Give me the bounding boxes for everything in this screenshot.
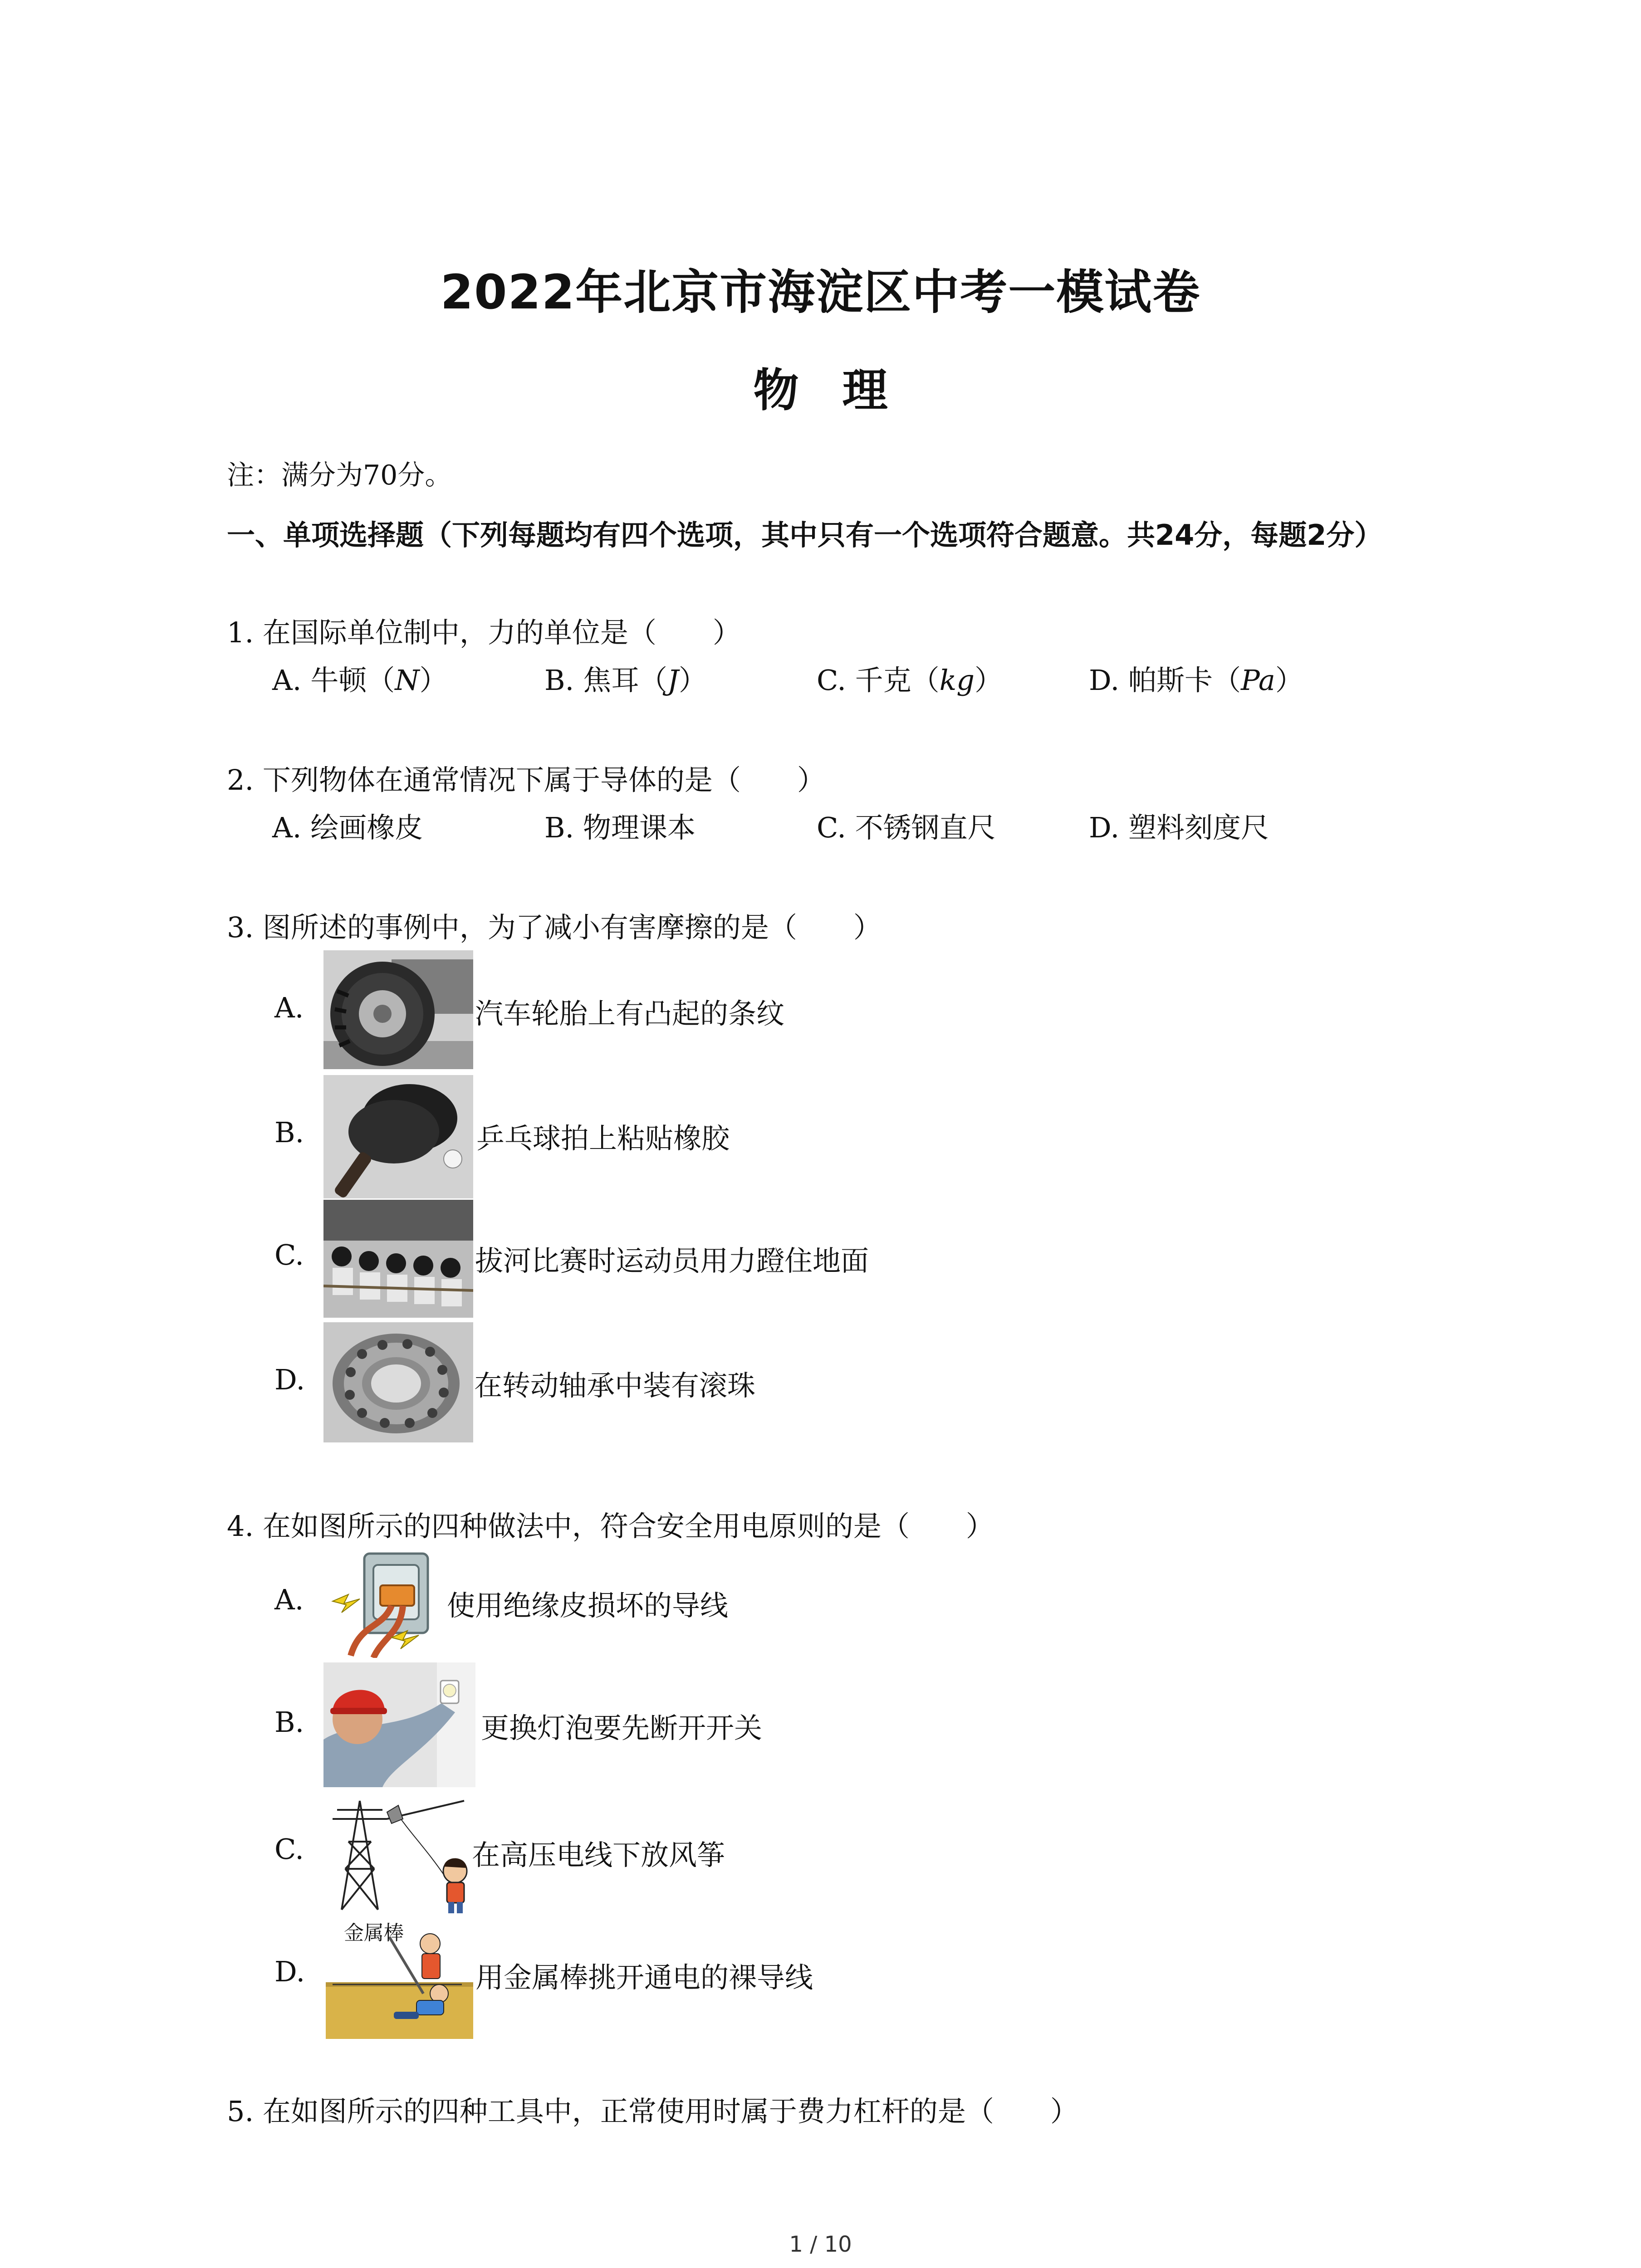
option-text: 牛顿（ [310, 664, 395, 697]
question-2-stem: 2. 下列物体在通常情况下属于导体的是（ ） [227, 763, 825, 797]
option-text: 帕斯卡（ [1128, 664, 1241, 697]
option-close: ） [1275, 664, 1303, 697]
score-note: 注：满分为70分。 [227, 459, 452, 491]
option-letter: C. [817, 664, 846, 697]
q4-option-d-text: 用金属棒挑开通电的裸导线 [475, 1961, 813, 1994]
option-text: 绘画橡皮 [310, 811, 423, 844]
q1-option-c [817, 658, 1003, 698]
option-letter: B. [544, 811, 574, 844]
option-close: ） [678, 664, 707, 697]
option-close: ） [974, 664, 1003, 697]
q1-option-a [272, 658, 447, 698]
q3-option-d-letter: D. [274, 1363, 305, 1396]
damaged-wire-image [323, 1547, 437, 1658]
option-letter: B. [544, 664, 574, 697]
q4-option-c-text: 在高压电线下放风筝 [472, 1838, 725, 1872]
metal-rod-image [326, 1916, 473, 2039]
bearing-image [323, 1322, 473, 1442]
question-3-stem: 3. 图所述的事例中，为了减小有害摩擦的是（ ） [227, 911, 882, 944]
q3-option-b-letter: B. [274, 1116, 304, 1149]
q2-option-c [817, 805, 996, 846]
option-text: 焦耳（ [583, 664, 668, 697]
tug-of-war-icon [323, 1200, 473, 1318]
option-text: 不锈钢直尺 [855, 811, 996, 844]
q4-option-b-text: 更换灯泡要先断开开关 [481, 1711, 763, 1745]
q2-option-a [272, 805, 423, 846]
option-text: 物理课本 [583, 811, 696, 844]
option-letter: D. [1089, 811, 1120, 844]
question-1-stem: 1. 在国际单位制中，力的单位是（ ） [227, 616, 741, 649]
ping-pong-paddle-icon [323, 1075, 473, 1198]
q4-option-d-letter: D. [274, 1955, 305, 1988]
q2-option-b [544, 805, 696, 846]
page-number: 1 / 10 [789, 2232, 852, 2257]
subject-title: 物理 [753, 364, 931, 417]
question-4-stem: 4. 在如图所示的四种做法中，符合安全用电原则的是（ ） [227, 1510, 994, 1543]
exam-title: 2022年北京市海淀区中考一模试卷 [440, 264, 1201, 320]
q3-option-b-text: 乒乓球拍上粘贴橡胶 [476, 1122, 730, 1155]
q4-option-a-text: 使用绝缘皮损坏的导线 [447, 1589, 729, 1622]
tractor-tire-icon [323, 950, 473, 1069]
damaged-wire-icon [323, 1547, 437, 1658]
bulb-change-image [323, 1662, 475, 1787]
option-text: 千克（ [855, 664, 940, 697]
unit-symbol: N [395, 664, 420, 697]
metal-rod-label: 金属棒 [344, 1921, 404, 1945]
unit-symbol: J [667, 664, 679, 697]
kite-powerline-image [323, 1792, 473, 1914]
q4-option-c-letter: C. [274, 1833, 304, 1866]
option-text: 塑料刻度尺 [1128, 811, 1269, 844]
q3-option-c-text: 拔河比赛时运动员用力蹬住地面 [475, 1244, 869, 1277]
option-letter: C. [817, 811, 846, 844]
worker-changing-bulb-icon [323, 1662, 475, 1787]
option-letter: A. [272, 811, 302, 844]
section-heading: 一、单项选择题（下列每题均有四个选项，其中只有一个选项符合题意。共24分，每题2分） [227, 518, 1383, 552]
option-letter: A. [272, 664, 302, 697]
unit-symbol: kg [939, 664, 975, 697]
q1-option-d [1089, 658, 1303, 698]
option-letter: D. [1089, 664, 1120, 697]
tire-image [323, 950, 473, 1069]
q3-option-a-text: 汽车轮胎上有凸起的条纹 [475, 997, 785, 1030]
q3-option-a-letter: A. [274, 991, 304, 1024]
q1-option-b [544, 658, 707, 698]
q4-option-b-letter: B. [274, 1706, 304, 1739]
tug-of-war-image [323, 1200, 473, 1318]
q3-option-c-letter: C. [274, 1238, 304, 1271]
ball-bearing-icon [323, 1322, 473, 1442]
kite-under-power-line-icon [323, 1792, 473, 1914]
q2-option-d [1089, 805, 1269, 846]
question-5-stem: 5. 在如图所示的四种工具中，正常使用时属于费力杠杆的是（ ） [227, 2095, 1078, 2128]
option-close: ） [419, 664, 448, 697]
paddle-image [323, 1075, 473, 1198]
q3-option-d-text: 在转动轴承中装有滚珠 [474, 1369, 756, 1402]
unit-symbol: Pa [1240, 664, 1275, 697]
q4-option-a-letter: A. [274, 1583, 304, 1616]
